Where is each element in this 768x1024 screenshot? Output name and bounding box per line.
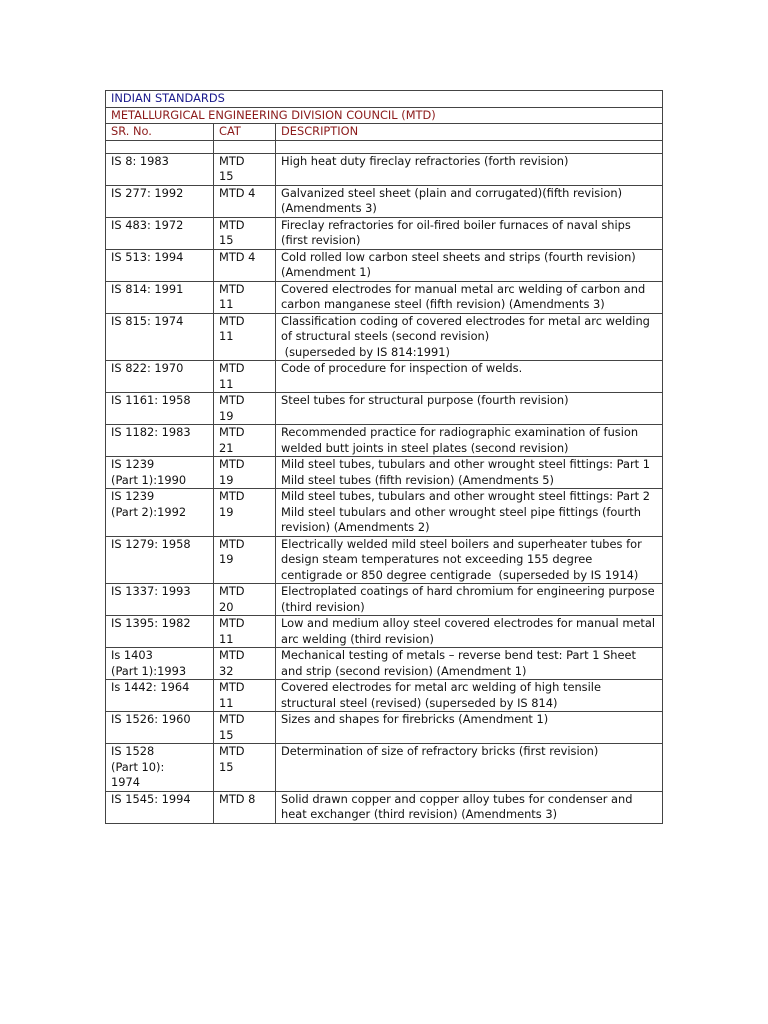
description-cell: Mild steel tubes, tubulars and other wrought steel fittings: Part 2 Mild steel tubulars and other wrought steel pipe fittings (fourth revision) (Amendments 2): [276, 489, 663, 537]
description-cell: Solid drawn copper and copper alloy tubes for condenser and heat exchanger (third revision) (Amendments 3): [276, 791, 663, 823]
subtitle-row: [106, 107, 663, 124]
table-row: [106, 680, 663, 712]
cat-cell: MTD 21: [214, 425, 276, 457]
sr-no-cell: IS 1395: 1982: [106, 616, 214, 648]
description-cell: Cold rolled low carbon steel sheets and strips (fourth revision) (Amendment 1): [276, 249, 663, 281]
standards-table: [105, 90, 663, 824]
column-header-sr-no: SR. No.: [106, 124, 214, 141]
sr-no-cell: IS 1337: 1993: [106, 584, 214, 616]
table-row: [106, 648, 663, 680]
description-cell: Electrically welded mild steel boilers and superheater tubes for design steam temperatures not exceeding 155 degree centigrade or 850 degree centigrade (superseded by IS 1914): [276, 536, 663, 584]
description-cell: High heat duty fireclay refractories (forth revision): [276, 153, 663, 185]
table-row: [106, 457, 663, 489]
sr-no-cell: IS 1239 (Part 2):1992: [106, 489, 214, 537]
sr-no-cell: IS 1161: 1958: [106, 393, 214, 425]
description-cell: Recommended practice for radiographic examination of fusion welded butt joints in steel plates (second revision): [276, 425, 663, 457]
description-cell: Steel tubes for structural purpose (fourth revision): [276, 393, 663, 425]
cat-cell: MTD 15: [214, 744, 276, 792]
description-cell: Low and medium alloy steel covered electrodes for manual metal arc welding (third revision): [276, 616, 663, 648]
cat-cell: MTD 20: [214, 584, 276, 616]
description-cell: Code of procedure for inspection of welds.: [276, 361, 663, 393]
description-cell: Electroplated coatings of hard chromium for engineering purpose (third revision): [276, 584, 663, 616]
table-row: [106, 249, 663, 281]
table-row: [106, 584, 663, 616]
spacer-row: [106, 140, 663, 153]
table-row: [106, 616, 663, 648]
cat-cell: MTD 11: [214, 281, 276, 313]
table-row: [106, 791, 663, 823]
sr-no-cell: IS 814: 1991: [106, 281, 214, 313]
sr-no-cell: IS 822: 1970: [106, 361, 214, 393]
description-cell: Galvanized steel sheet (plain and corrugated)(fifth revision)(Amendments 3): [276, 185, 663, 217]
table-title: INDIAN STANDARDS: [106, 91, 663, 108]
sr-no-cell: IS 1279: 1958: [106, 536, 214, 584]
table-row: [106, 153, 663, 185]
cat-cell: MTD 11: [214, 313, 276, 361]
column-header-description: DESCRIPTION: [276, 124, 663, 141]
sr-no-cell: IS 277: 1992: [106, 185, 214, 217]
table-row: [106, 536, 663, 584]
description-cell: Mild steel tubes, tubulars and other wrought steel fittings: Part 1 Mild steel tubes (fifth revision) (Amendments 5): [276, 457, 663, 489]
cat-cell: MTD 15: [214, 217, 276, 249]
sr-no-cell: IS 513: 1994: [106, 249, 214, 281]
cat-cell: MTD 11: [214, 680, 276, 712]
sr-no-cell: IS 815: 1974: [106, 313, 214, 361]
column-header-row: [106, 124, 663, 141]
description-cell: Fireclay refractories for oil-fired boiler furnaces of naval ships (first revision): [276, 217, 663, 249]
cat-cell: MTD 32: [214, 648, 276, 680]
description-cell: Classification coding of covered electrodes for metal arc welding of structural steels (second revision) (superseded by IS 814:1991): [276, 313, 663, 361]
table-row: [106, 393, 663, 425]
spacer-cell: [106, 140, 214, 153]
sr-no-cell: IS 1526: 1960: [106, 712, 214, 744]
sr-no-cell: Is 1403 (Part 1):1993: [106, 648, 214, 680]
table-subtitle: METALLURGICAL ENGINEERING DIVISION COUNCIL (MTD): [106, 107, 663, 124]
title-row: [106, 91, 663, 108]
cat-cell: MTD 19: [214, 536, 276, 584]
sr-no-cell: IS 483: 1972: [106, 217, 214, 249]
spacer-cell: [214, 140, 276, 153]
sr-no-cell: Is 1442: 1964: [106, 680, 214, 712]
table-row: [106, 712, 663, 744]
cat-cell: MTD 4: [214, 185, 276, 217]
sr-no-cell: IS 1528 (Part 10): 1974: [106, 744, 214, 792]
cat-cell: MTD 15: [214, 153, 276, 185]
sr-no-cell: IS 1182: 1983: [106, 425, 214, 457]
table-row: [106, 489, 663, 537]
column-header-cat: CAT: [214, 124, 276, 141]
cat-cell: MTD 19: [214, 489, 276, 537]
sr-no-cell: IS 8: 1983: [106, 153, 214, 185]
cat-cell: MTD 11: [214, 616, 276, 648]
description-cell: Determination of size of refractory bricks (first revision): [276, 744, 663, 792]
sr-no-cell: IS 1545: 1994: [106, 791, 214, 823]
description-cell: Covered electrodes for metal arc welding of high tensile structural steel (revised) (superseded by IS 814): [276, 680, 663, 712]
description-cell: Covered electrodes for manual metal arc welding of carbon and carbon manganese steel (fifth revision) (Amendments 3): [276, 281, 663, 313]
table-row: [106, 425, 663, 457]
table-row: [106, 361, 663, 393]
cat-cell: MTD 4: [214, 249, 276, 281]
spacer-cell: [276, 140, 663, 153]
sr-no-cell: IS 1239 (Part 1):1990: [106, 457, 214, 489]
table-row: [106, 185, 663, 217]
table-row: [106, 744, 663, 792]
cat-cell: MTD 19: [214, 457, 276, 489]
cat-cell: MTD 19: [214, 393, 276, 425]
table-row: [106, 217, 663, 249]
cat-cell: MTD 11: [214, 361, 276, 393]
cat-cell: MTD 15: [214, 712, 276, 744]
table-row: [106, 313, 663, 361]
cat-cell: MTD 8: [214, 791, 276, 823]
table-row: [106, 281, 663, 313]
description-cell: Mechanical testing of metals – reverse bend test: Part 1 Sheet and strip (second revision) (Amendment 1): [276, 648, 663, 680]
description-cell: Sizes and shapes for firebricks (Amendment 1): [276, 712, 663, 744]
